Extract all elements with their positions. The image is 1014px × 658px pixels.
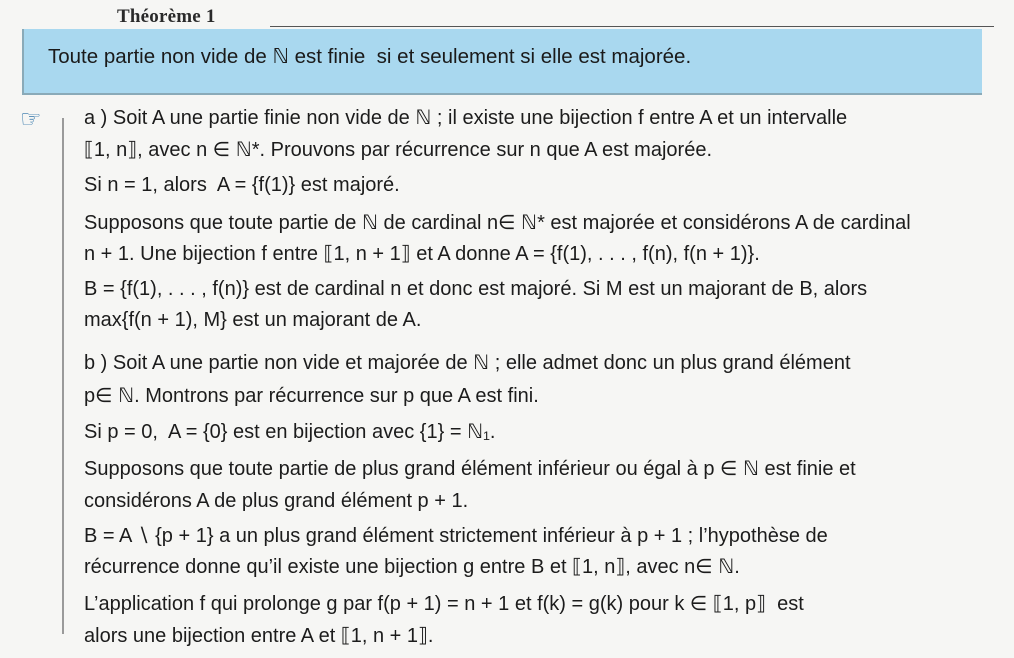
proof-line-b6: B = A ∖ {p + 1} a un plus grand élément strictement inférieur à p + 1 ; l’hypothèse de xyxy=(84,525,828,547)
proof-line-a2: ⟦1, n⟧, avec n ∈ ℕ*. Prouvons par récurrence sur n que A est majorée. xyxy=(84,139,712,161)
proof-line-a3: Si n = 1, alors A = {f(1)} est majoré. xyxy=(84,174,400,196)
proof-line-a4: Supposons que toute partie de ℕ de cardinal n∈ ℕ* est majorée et considérons A de cardinal xyxy=(84,212,911,234)
proof-line-b1: b ) Soit A une partie non vide et majorée de ℕ ; elle admet donc un plus grand élément xyxy=(84,352,851,374)
proof-line-b3: Si p = 0, A = {0} est en bijection avec {1} = ℕ₁. xyxy=(84,421,496,443)
proof-line-a7: max{f(n + 1), M} est un majorant de A. xyxy=(84,309,422,331)
theorem-statement: Toute partie non vide de ℕ est finie si et seulement si elle est majorée. xyxy=(48,45,692,68)
theorem-title: Théorème 1 xyxy=(117,6,216,27)
proof-line-a6: B = {f(1), . . . , f(n)} est de cardinal n et donc est majoré. Si M est un majorant de B, alors xyxy=(84,278,868,300)
proof-line-a1: a ) Soit A une partie finie non vide de ℕ ; il existe une bijection f entre A et un intervalle xyxy=(84,107,848,129)
proof-line-a5: n + 1. Une bijection f entre ⟦1, n + 1⟧ et A donne A = {f(1), . . . , f(n), f(n + 1)}. xyxy=(84,243,760,265)
pointing-hand-icon: ☞ xyxy=(20,106,42,133)
proof-line-b7: récurrence donne qu’il existe une bijection g entre B et ⟦1, n⟧, avec n∈ ℕ. xyxy=(84,556,740,578)
proof-line-b5: considérons A de plus grand élément p + 1. xyxy=(84,490,469,512)
proof-line-b2: p∈ ℕ. Montrons par récurrence sur p que A est fini. xyxy=(84,385,539,407)
proof-line-b8: L’application f qui prolonge g par f(p + 1) = n + 1 et f(k) = g(k) pour k ∈ ⟦1, p⟧ est xyxy=(84,593,804,615)
title-rule xyxy=(270,26,994,27)
proof-line-b9: alors une bijection entre A et ⟦1, n + 1⟧. xyxy=(84,625,434,647)
proof-line-b4: Supposons que toute partie de plus grand élément inférieur ou égal à p ∈ ℕ est finie et xyxy=(84,458,856,480)
proof-margin-bar xyxy=(62,118,64,634)
